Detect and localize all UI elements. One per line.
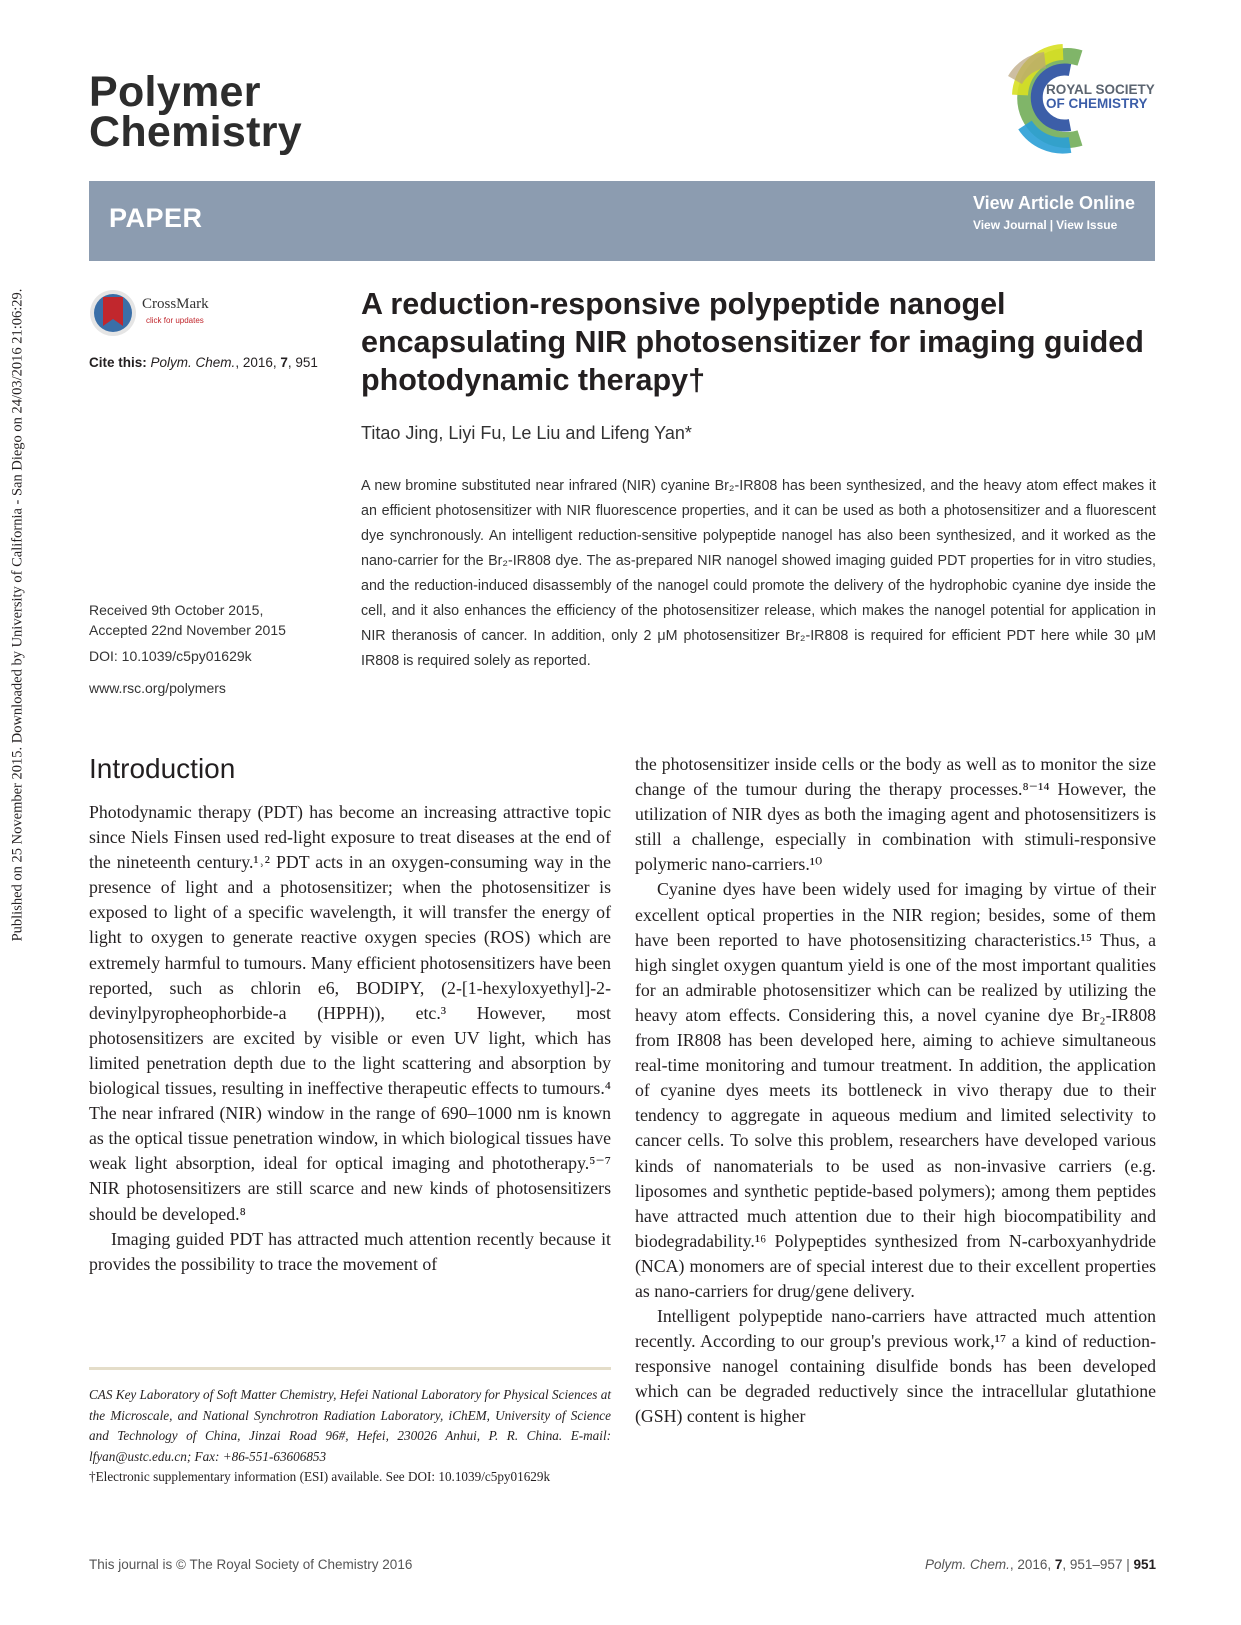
body-column-left [89,800,611,1277]
accepted-date: Accepted 22nd November 2015 [89,622,286,638]
abstract: A new bromine substituted near infrared (NIR) cyanine Br₂-IR808 has been synthesized, and the heavy atom effect makes it an efficient photosensitizer with NIR fluorescence properties, and it can be used as both a photosensitizer and a fluorescent dye synchronously. An intelligent reduction-sensitive polypeptide nanogel has also been synthesized, and it worked as the nano-carrier for the Br₂-IR808 dye. The as-prepared NIR nanogel showed imaging guided PDT properties for in vitro studies, and the reduction-induced disassembly of the nanogel could promote the delivery of the hydrophobic cyanine dye inside the cell, and it also enhances the efficiency of the photosensitizer release, which makes the nanogel potential for application in NIR theranosis of cancer. In addition, only 2 μM photosensitizer Br₂-IR808 is required for efficient PDT here while 30 μM IR808 is required solely as reported. [361,478,1156,669]
journal-title-line2: Chemistry [89,108,302,156]
body-paragraph: the photosensitizer inside cells or the body as well as to monitor the size change of the tumour during the therapy processes.⁸⁻¹⁴ However, the utilization of NIR dyes as both the imaging agent and photosensitizers is still a challenge, especially in combination with stimuli-responsive polymeric nano-carriers.¹⁰ [635,754,1156,875]
body-paragraph: Cyanine dyes have been widely used for imaging by virtue of their excellent optical properties in the NIR region; besides, some of them have been reported to have photosensitizing characteristics.¹⁵ Thus, a high singlet oxygen quantum yield is one of the most important qualities for an admirable photosensitizer which can be realized by utilizing the heavy atom effects. Considering this, a novel cyanine dye Br₂-IR808 from IR808 has been developed here, aiming to achieve simultaneous real-time monitoring and tumour treatment. In addition, the application of cyanine dyes meets its bottleneck in vivo therapy due to their tendency to aggregate in aqueous medium and limited selectivity to cancer cells. To solve this problem, researchers have developed various kinds of nanomaterials to be used as non-invasive carriers (e.g. liposomes and synthetic peptide-based polymers); among them peptides have attracted much attention due to their high biocompatibility and biodegradability.¹⁶ Polypeptides synthesized from N-carboxyanhydride (NCA) monomers are of special interest due to their excellent properties as nano-carriers for drug/gene delivery. [635,879,1156,1301]
body-paragraph: Intelligent polypeptide nano-carriers have attracted much attention recently. According to our group's previous work,¹⁷ a kind of reduction-responsive nanogel containing disulfide bonds has been developed which can be degraded reductively since the intracellular glutathione (GSH) content is higher [635,1306,1156,1427]
footnotes [89,1385,611,1488]
received-date: Received 9th October 2015, [89,602,264,618]
body-column-right [635,752,1156,1430]
view-links [973,193,1135,232]
esi-note: †Electronic supplementary information (ESI) available. See DOI: 10.1039/c5py01629k [89,1469,551,1484]
author-list: Titao Jing, Liyi Fu, Le Liu and Lifeng Yan* [361,423,692,443]
view-journal-link[interactable]: View Journal [972,218,1047,232]
footer-citation: Polym. Chem., 2016, 7, 951–957 | 951 [925,1557,1156,1572]
section-heading-introduction: Introduction [89,753,236,784]
page-number: 951 [1133,1557,1156,1572]
body-paragraph: Photodynamic therapy (PDT) has become an increasing attractive topic since Niels Finsen used red-light exposure to treat diseases at the end of the nineteenth century.¹˒² PDT acts in an oxygen-consuming way in the presence of light and a photosensitizer; when the photosensitizer is exposed to light of a specific wavelength, it will transfer the energy of light to oxygen to generate reactive oxygen species (ROS) which are extremely harmful to tumours. Many efficient photosensitizers have been reported, such as chlorin e6, BODIPY, (2-[1-hexyloxyethyl]-2-devinylpyropheophorbide-a (HPPH)), etc.³ However, most photosensitizers are excited by visible or even UV light, which has limited penetration depth due to the light scattering and absorption by biological tissues, resulting in ineffective therapeutic effects to tumours.⁴ The near infrared (NIR) window in the range of 690–1000 nm is known as the optical tissue penetration window, in which biological tissues have weak light absorption, ideal for optical imaging and phototherapy.⁵⁻⁷ NIR photosensitizers are still scarce and new kinds of photosensitizers should be developed.⁸ [89,802,611,1224]
link-separator: | [1049,218,1054,232]
download-notice [0,0,36,1625]
download-notice-text: Published on 25 November 2015. Downloaded by University of California - San Diego on 24/03/2016 21:06:29. [9,288,26,942]
body-paragraph: Imaging guided PDT has attracted much attention recently because it provides the possibility to trace the movement of [89,1228,611,1274]
affiliation-note: CAS Key Laboratory of Soft Matter Chemistry, Hefei National Laboratory for Physical Sciences at the Microscale, and National Synchrotron Radiation Laboratory, iChEM, University of Science and Technology of China, Jinzai Road 96#, Hefei, 230026 Anhui, P. R. China. E-mail: lfyan@ustc.edu.cn; Fax: +86-551-63606853 [89,1387,611,1464]
crossmark-sublabel[interactable]: click for updates [146,316,204,325]
citation-line: Cite this: Polym. Chem., 2016, 7, 951 [89,355,318,370]
footer-copyright: This journal is © The Royal Society of Chemistry 2016 [89,1557,413,1572]
article-title: A reduction-responsive polypeptide nanogel encapsulating NIR photosensitizer for imaging guided photodynamic therapy† [361,287,1144,397]
footnote-divider [89,1367,611,1370]
article-type-label: PAPER [109,203,203,233]
view-article-online-link[interactable]: View Article Online [972,193,1135,213]
rsc-logo-text: ROYAL SOCIETY OF CHEMISTRY [1046,82,1155,111]
article-type-banner [89,181,1155,261]
journal-title-line1: Polymer [89,68,261,116]
journal-title [89,68,302,156]
crossmark-label[interactable]: CrossMark [142,296,209,312]
doi: DOI: 10.1039/c5py01629k [89,648,252,664]
article-metadata [89,600,286,698]
view-issue-link[interactable]: View Issue [1056,218,1118,232]
journal-url-link[interactable]: www.rsc.org/polymers [89,680,226,696]
